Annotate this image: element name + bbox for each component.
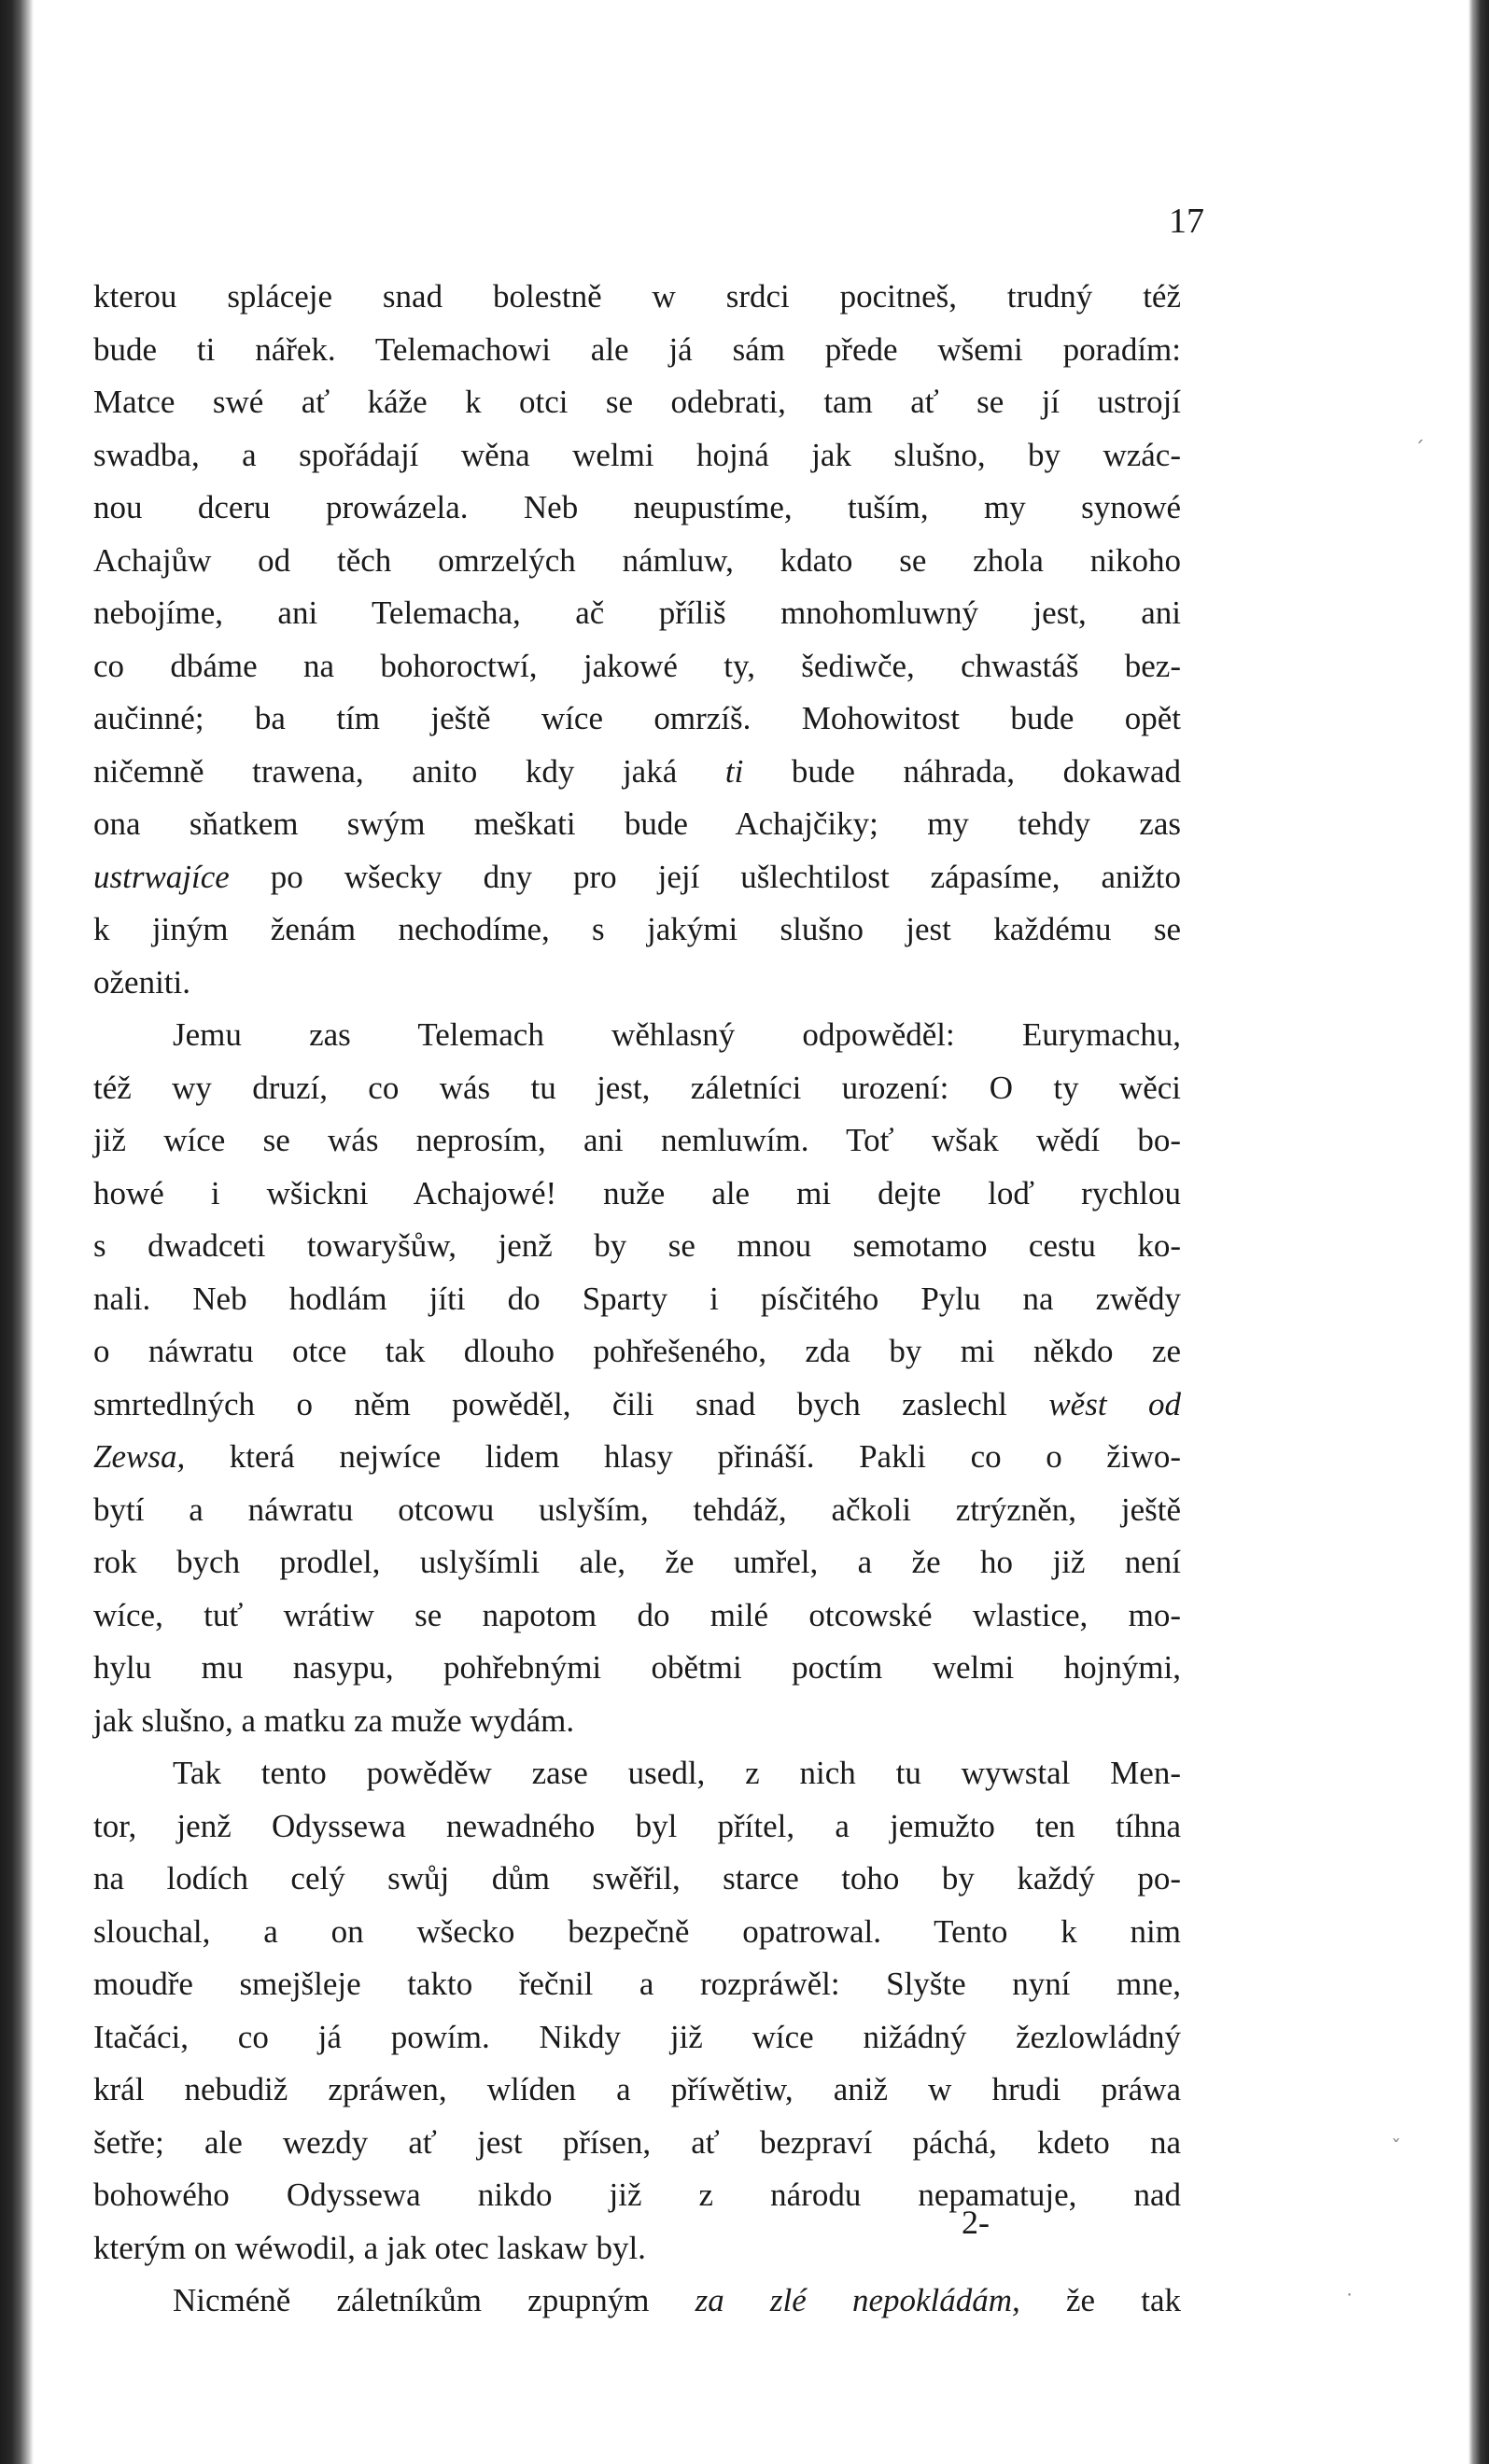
text-line: šetře; ale wezdy ať jest přísen, ať bezpraví páchá, kdeto na — [93, 2123, 1181, 2161]
italic-phrase: ustrwajíce — [93, 858, 230, 895]
text-line: howé i wšickni Achajowé! nuže ale mi dejte loď rychlou — [93, 1174, 1181, 1211]
text-line: swadba, a spořádají wěna welmi hojná jak slušno, by wzác- — [93, 436, 1181, 473]
text-line: Itačáci, co já powím. Nikdy již wíce nižádný žezlowládný — [93, 2018, 1181, 2055]
text-segment: ničemně trawena, anito kdy jaká — [93, 752, 725, 790]
scan-binding-edge — [0, 0, 34, 2464]
text-line: Jemu zas Telemach wěhlasný odpowěděl: Eurymachu, — [173, 1016, 1181, 1053]
text-line: moudře smejšleje takto řečnil a rozpráwěl: Slyšte nyní mne, — [93, 1966, 1181, 2002]
text-line: též wy druzí, co wás tu jest, záletníci urození: O ty wěci — [93, 1069, 1181, 1106]
text-line: k jiným ženám nechodíme, s jakými slušno jest každému se — [93, 911, 1181, 947]
italic-phrase: ti — [724, 752, 744, 790]
text-line: tor, jenž Odyssewa newadného byl přítel, a jemužto ten tíhna — [93, 1807, 1181, 1844]
text-line — [93, 851, 1181, 904]
scan-speck: ˙ — [1344, 2291, 1355, 2315]
text-line — [93, 1379, 1181, 1432]
text-line: nou dceru prowázela. Neb neupustíme, tuším, my synowé — [93, 489, 1181, 525]
text-line: nali. Neb hodlám jíti do Sparty i písčitého Pylu na zwědy — [93, 1280, 1181, 1317]
text-line: již wíce se wás neprosím, ani nemluwím. Toť wšak wědí bo- — [93, 1122, 1181, 1158]
text-line: Matce swé ať káže k otci se odebrati, tam ať se jí ustrojí — [93, 384, 1181, 420]
italic-phrase: za zlé nepokládám, — [695, 2282, 1020, 2318]
signature-mark: 2- — [962, 2204, 990, 2241]
scan-speck: ´ — [1414, 439, 1425, 462]
text-line: ona sňatkem swým meškati bude Achajčiky; my tehdy zas — [93, 805, 1181, 842]
text-segment: smrtedlných o něm powěděl, čili snad bych zaslechl — [93, 1385, 1049, 1422]
text-segment: bude náhrada, dokawad — [743, 752, 1182, 790]
text-line: oženiti. — [93, 963, 190, 1001]
text-line: nebojíme, ani Telemacha, ač příliš mnohomluwný jest, ani — [93, 595, 1181, 631]
scan-right-edge — [1468, 0, 1489, 2464]
text-line — [93, 2275, 1181, 2328]
text-line: kterým on wéwodil, a jak otec laskaw byl. — [93, 2229, 646, 2266]
text-line: aučinné; ba tím ještě wíce omrzíš. Mohowitost bude opět — [93, 700, 1181, 736]
text-segment: že tak — [1019, 2282, 1181, 2318]
text-line: co dbáme na bohoroctwí, jakowé ty, šediwče, chwastáš bez- — [93, 647, 1181, 684]
page-number: 17 — [1169, 202, 1204, 241]
text-line: o náwratu otce tak dlouho pohřešeného, zda by mi někdo ze — [93, 1333, 1181, 1369]
text-segment: po wšecky dny pro její ušlechtilost zápasíme, anižto — [229, 858, 1181, 895]
text-line: kterou spláceje snad bolestně w srdci pocitneš, trudný též — [93, 278, 1181, 315]
text-line: bude ti nářek. Telemachowi ale já sám přede wšemi poradím: — [93, 330, 1181, 368]
text-line: Tak tento powěděw zase usedl, z nich tu wywstal Men- — [173, 1755, 1181, 1791]
text-line: rok bych prodlel, uslyšímli ale, že umřel, a že ho již není — [93, 1544, 1181, 1580]
text-line: Achajůw od těch omrzelých námluw, kdato se zhola nikoho — [93, 541, 1181, 579]
text-line: s dwadceti towaryšůw, jenž by se mnou semotamo cestu ko- — [93, 1227, 1181, 1264]
text-line: bytí a náwratu otcowu uslyším, tehdáž, ačkoli ztrýzněn, ještě — [93, 1491, 1181, 1528]
body-text — [93, 271, 1181, 2328]
text-line: jak slušno, a matku za muže wydám. — [93, 1701, 575, 1739]
text-line: wíce, tuť wrátiw se napotom do milé otcowské wlastice, mo- — [93, 1596, 1181, 1633]
text-line — [93, 1431, 1181, 1484]
text-line: slouchal, a on wšecko bezpečně opatrowal. Tento k nim — [93, 1912, 1181, 1950]
text-line: hylu mu nasypu, pohřebnými obětmi poctím welmi hojnými, — [93, 1649, 1181, 1686]
text-line: na lodích celý swůj dům swěřil, starce toho by každý po- — [93, 1860, 1181, 1897]
text-line — [93, 746, 1181, 799]
text-segment: která nejwíce lidem hlasy přináší. Pakli co o žiwo- — [185, 1438, 1181, 1475]
scan-speck: ˇ — [1391, 2137, 1401, 2161]
italic-phrase: Zewsa, — [93, 1438, 186, 1475]
text-line: král nebudiž zpráwen, wlíden a příwětiw, aniž w hrudi práwa — [93, 2071, 1181, 2107]
text-line: bohowého Odyssewa nikdo již z národu nepamatuje, nad — [93, 2177, 1181, 2213]
text-segment: Nicméně záletníkům zpupným — [173, 2282, 695, 2318]
italic-phrase: wěst od — [1048, 1385, 1181, 1422]
